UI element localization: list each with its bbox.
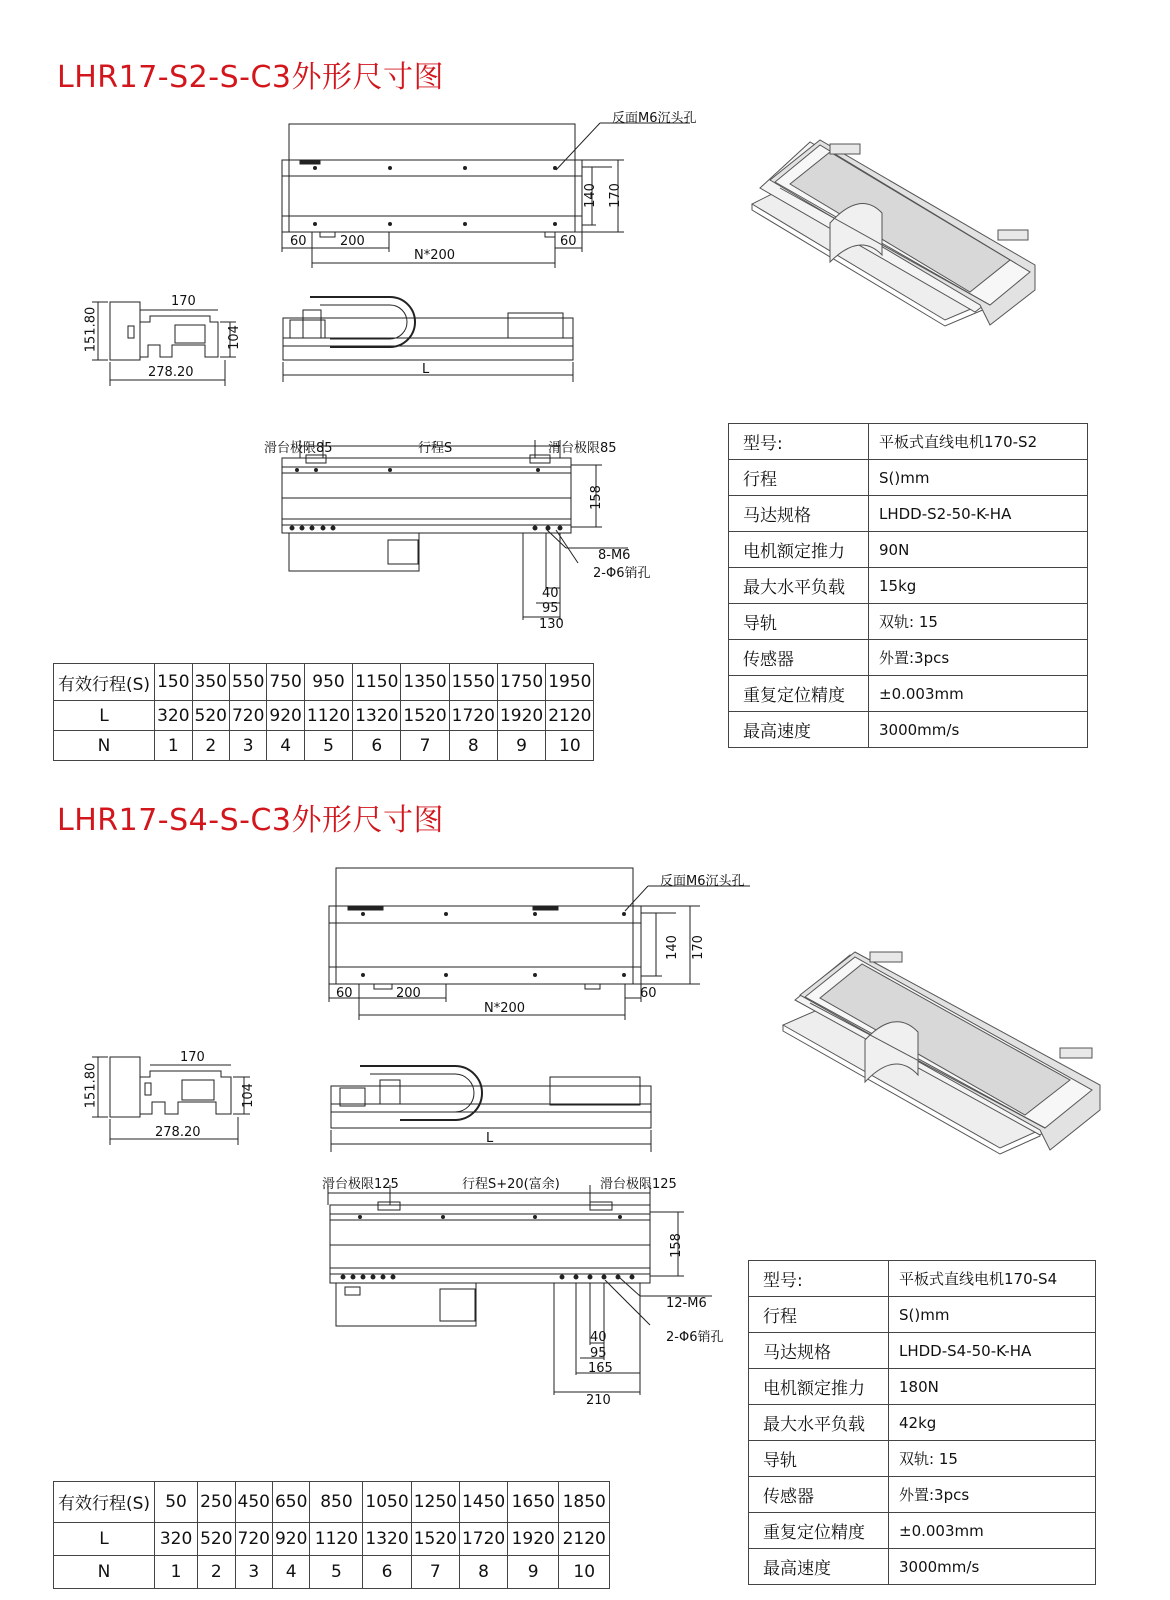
stroke-cell: 920 [272, 1522, 309, 1555]
spec-row [749, 1405, 1096, 1441]
stroke-cell: 1250 [411, 1482, 459, 1523]
spec-row [729, 604, 1088, 640]
stroke-cell: 350 [192, 664, 229, 701]
spec-key: 传感器 [749, 1477, 889, 1513]
spec-row [729, 640, 1088, 676]
spec-row [729, 712, 1088, 748]
spec-key: 马达规格 [749, 1333, 889, 1369]
s1-dim-170: 170 [607, 183, 623, 208]
s2-stroke-table [53, 1481, 610, 1589]
spec-key: 导轨 [729, 604, 869, 640]
stroke-row-l [54, 1522, 610, 1555]
s2-limit-right: 滑台极限125 [600, 1177, 677, 1192]
spec-key: 最大水平负载 [729, 568, 869, 604]
spec-value: 3000mm/s [889, 1549, 1096, 1585]
spec-value: 90N [869, 532, 1088, 568]
stroke-cell: 3 [235, 1555, 272, 1588]
spec-row [749, 1297, 1096, 1333]
stroke-cell: 2120 [559, 1522, 610, 1555]
stroke-row-s [54, 664, 594, 701]
spec-value: LHDD-S2-50-K-HA [869, 496, 1088, 532]
stroke-cell: 1920 [497, 701, 545, 731]
spec-row [729, 460, 1088, 496]
stroke-cell: 950 [304, 664, 352, 701]
stroke-cell: 720 [229, 701, 266, 731]
s1-dim-l: L [422, 362, 430, 377]
spec-key: 导轨 [749, 1441, 889, 1477]
spec-value: 42kg [889, 1405, 1096, 1441]
stroke-cell: 1 [155, 1555, 198, 1588]
s2-pin-label: 2-Φ6销孔 [666, 1330, 724, 1345]
stroke-cell: 850 [310, 1482, 363, 1523]
spec-key: 行程 [749, 1297, 889, 1333]
stroke-cell: 150 [155, 664, 192, 701]
s2-m6-label: 12-M6 [666, 1296, 707, 1311]
s1-top-view [282, 123, 690, 268]
stroke-cell: 5 [304, 731, 352, 761]
s2-dim-95: 95 [590, 1346, 607, 1361]
spec-row [729, 568, 1088, 604]
s2-stroke-label: 行程S+20(富余) [462, 1177, 560, 1192]
stroke-cell: 550 [229, 664, 266, 701]
spec-key: 最高速度 [749, 1549, 889, 1585]
stroke-row-l [54, 701, 594, 731]
spec-row [749, 1549, 1096, 1585]
stroke-cell: 2120 [546, 701, 594, 731]
s1-dim-95: 95 [542, 601, 559, 616]
stroke-cell: 1350 [401, 664, 449, 701]
spec-key: 马达规格 [729, 496, 869, 532]
s1-dim-278: 278.20 [148, 365, 194, 380]
spec-key: 最大水平负载 [749, 1405, 889, 1441]
spec-value: 外置:3pcs [869, 640, 1088, 676]
stroke-cell: 2 [192, 731, 229, 761]
s1-dim-130: 130 [539, 617, 564, 632]
s1-dim-170-width: 170 [171, 294, 196, 309]
spec-value: LHDD-S4-50-K-HA [889, 1333, 1096, 1369]
stroke-cell: 10 [546, 731, 594, 761]
spec-key: 传感器 [729, 640, 869, 676]
s1-pin-label: 2-Φ6销孔 [593, 566, 651, 581]
s1-counterbore-label: 反面M6沉头孔 [612, 111, 697, 126]
s2-dim-278: 278.20 [155, 1125, 201, 1140]
spec-value: S()mm [889, 1297, 1096, 1333]
stroke-row-label: L [54, 1522, 155, 1555]
s2-dim-40: 40 [590, 1330, 607, 1345]
stroke-cell: 1320 [353, 701, 401, 731]
spec-row [749, 1513, 1096, 1549]
spec-row [729, 496, 1088, 532]
stroke-cell: 920 [267, 701, 304, 731]
stroke-cell: 4 [272, 1555, 309, 1588]
stroke-cell: 320 [155, 701, 192, 731]
spec-key: 型号: [749, 1261, 889, 1297]
spec-value: 平板式直线电机170-S2 [869, 424, 1088, 460]
stroke-row-n [54, 1555, 610, 1588]
s2-side-view [331, 1066, 651, 1152]
stroke-cell: 8 [449, 731, 497, 761]
s1-dim-60-left: 60 [290, 234, 307, 249]
s2-dim-n200: N*200 [484, 1001, 526, 1016]
s2-dim-165: 165 [588, 1361, 613, 1376]
spec-row [749, 1441, 1096, 1477]
s2-top-view [329, 868, 750, 1020]
stroke-cell: 450 [235, 1482, 272, 1523]
s1-m6-label: 8-M6 [598, 548, 631, 563]
stroke-cell: 520 [198, 1522, 235, 1555]
stroke-cell: 1720 [449, 701, 497, 731]
s1-dim-104: 104 [226, 325, 242, 350]
spec-value: 3000mm/s [869, 712, 1088, 748]
stroke-cell: 520 [192, 701, 229, 731]
spec-row [749, 1261, 1096, 1297]
s2-dim-158: 158 [668, 1233, 684, 1258]
stroke-cell: 1950 [546, 664, 594, 701]
stroke-row-n [54, 731, 594, 761]
s1-dim-151: 151.80 [83, 306, 99, 353]
stroke-cell: 1650 [508, 1482, 559, 1523]
spec-key: 重复定位精度 [729, 676, 869, 712]
s1-stroke-table [53, 663, 594, 761]
stroke-cell: 1050 [363, 1482, 411, 1523]
s1-end-view [92, 302, 236, 386]
s2-dim-210: 210 [586, 1393, 611, 1408]
s2-dim-170-width: 170 [180, 1050, 205, 1065]
s2-dim-200: 200 [396, 986, 421, 1001]
spec-row [729, 532, 1088, 568]
stroke-cell: 1920 [508, 1522, 559, 1555]
s1-dim-158: 158 [588, 485, 604, 510]
spec-row [729, 676, 1088, 712]
spec-value: 双轨: 15 [889, 1441, 1096, 1477]
spec-key: 重复定位精度 [749, 1513, 889, 1549]
stroke-cell: 750 [267, 664, 304, 701]
stroke-cell: 50 [155, 1482, 198, 1523]
spec-value: 15kg [869, 568, 1088, 604]
stroke-cell: 1450 [459, 1482, 507, 1523]
s1-side-view [283, 297, 573, 382]
stroke-row-s [54, 1482, 610, 1523]
stroke-cell: 7 [401, 731, 449, 761]
stroke-cell: 8 [459, 1555, 507, 1588]
stroke-row-label: 有效行程(S) [54, 1482, 155, 1523]
stroke-row-label: N [54, 731, 155, 761]
section1-title: LHR17-S2-S-C3外形尺寸图 [57, 60, 444, 95]
spec-key: 最高速度 [729, 712, 869, 748]
spec-value: S()mm [869, 460, 1088, 496]
spec-value: ±0.003mm [869, 676, 1088, 712]
s1-dim-60-right: 60 [560, 234, 577, 249]
s2-dim-l: L [486, 1131, 494, 1146]
spec-row [749, 1477, 1096, 1513]
s2-counterbore-label: 反面M6沉头孔 [660, 874, 745, 889]
s1-bottom-view [282, 440, 631, 620]
spec-key: 电机额定推力 [749, 1369, 889, 1405]
stroke-cell: 1750 [497, 664, 545, 701]
s2-dim-140: 140 [664, 935, 680, 960]
s2-spec-table [748, 1260, 1096, 1585]
stroke-cell: 1520 [401, 701, 449, 731]
stroke-cell: 1320 [363, 1522, 411, 1555]
stroke-cell: 2 [198, 1555, 235, 1588]
s1-dim-140: 140 [582, 183, 598, 208]
stroke-cell: 9 [497, 731, 545, 761]
s1-dim-40: 40 [542, 586, 559, 601]
stroke-cell: 3 [229, 731, 266, 761]
stroke-cell: 1720 [459, 1522, 507, 1555]
stroke-cell: 9 [508, 1555, 559, 1588]
s2-dim-60-left: 60 [336, 986, 353, 1001]
s2-limit-left: 滑台极限125 [322, 1177, 399, 1192]
stroke-row-label: N [54, 1555, 155, 1588]
spec-key: 型号: [729, 424, 869, 460]
stroke-cell: 320 [155, 1522, 198, 1555]
spec-value: 双轨: 15 [869, 604, 1088, 640]
stroke-cell: 10 [559, 1555, 610, 1588]
stroke-cell: 6 [353, 731, 401, 761]
spec-key: 电机额定推力 [729, 532, 869, 568]
s1-stroke-label: 行程S [418, 441, 453, 456]
s2-bottom-view [328, 1185, 712, 1395]
spec-key: 行程 [729, 460, 869, 496]
s2-dim-60-right: 60 [640, 986, 657, 1001]
stroke-cell: 1120 [304, 701, 352, 731]
stroke-cell: 1850 [559, 1482, 610, 1523]
s1-limit-left: 滑台极限85 [264, 441, 333, 456]
stroke-cell: 1150 [353, 664, 401, 701]
stroke-cell: 5 [310, 1555, 363, 1588]
stroke-cell: 720 [235, 1522, 272, 1555]
s2-dim-104: 104 [240, 1083, 256, 1108]
spec-row [749, 1333, 1096, 1369]
s2-dim-170: 170 [690, 935, 706, 960]
stroke-cell: 4 [267, 731, 304, 761]
stroke-cell: 7 [411, 1555, 459, 1588]
spec-value: 180N [889, 1369, 1096, 1405]
stroke-cell: 6 [363, 1555, 411, 1588]
s1-3d-render [752, 140, 1035, 326]
s1-dim-n200: N*200 [414, 248, 456, 263]
spec-row [729, 424, 1088, 460]
section2-title: LHR17-S4-S-C3外形尺寸图 [57, 803, 444, 838]
spec-value: 外置:3pcs [889, 1477, 1096, 1513]
stroke-row-label: L [54, 701, 155, 731]
spec-value: ±0.003mm [889, 1513, 1096, 1549]
s2-dim-151: 151.80 [83, 1062, 99, 1109]
s1-spec-table [728, 423, 1088, 748]
stroke-cell: 650 [272, 1482, 309, 1523]
s2-end-view [92, 1057, 250, 1145]
stroke-cell: 1520 [411, 1522, 459, 1555]
s2-3d-render [783, 952, 1100, 1154]
stroke-row-label: 有效行程(S) [54, 664, 155, 701]
stroke-cell: 250 [198, 1482, 235, 1523]
s1-dim-200: 200 [340, 234, 365, 249]
stroke-cell: 1120 [310, 1522, 363, 1555]
stroke-cell: 1550 [449, 664, 497, 701]
s1-limit-right: 滑台极限85 [548, 441, 617, 456]
spec-value: 平板式直线电机170-S4 [889, 1261, 1096, 1297]
spec-row [749, 1369, 1096, 1405]
stroke-cell: 1 [155, 731, 192, 761]
